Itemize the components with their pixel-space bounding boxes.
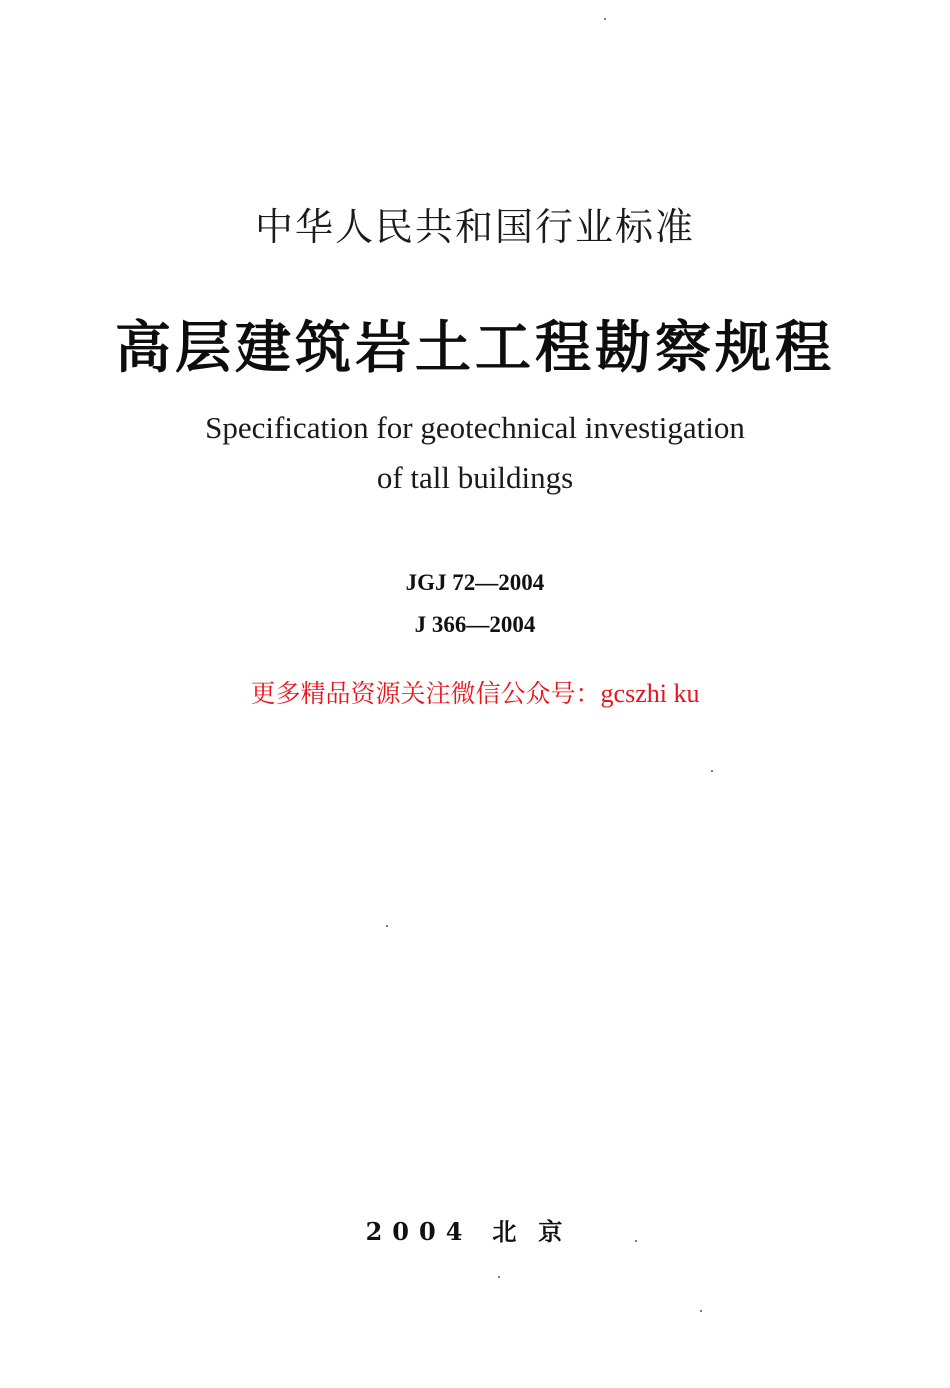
document-title-english-line-2: of tall buildings [376, 460, 574, 495]
document-title-chinese: 高层建筑岩土工程勘察规程 [115, 315, 835, 381]
scan-speck [700, 1310, 702, 1312]
scan-speck [604, 18, 606, 20]
scan-speck [498, 1276, 500, 1278]
scan-speck [635, 1240, 637, 1242]
scan-speck [386, 925, 388, 927]
promo-line [0, 681, 950, 707]
promo-prefix: 更多精品资源关注微信公众号： [250, 679, 601, 708]
promo-account: gcszhi ku [600, 679, 700, 708]
imprint-year: 2004 [365, 1217, 473, 1246]
standard-code-secondary: J 366—2004 [414, 612, 536, 637]
imprint-city: 北京 [492, 1217, 585, 1246]
standard-code-primary: JGJ 72—2004 [405, 570, 545, 595]
imprint [0, 1217, 950, 1246]
standard-type-heading: 中华人民共和国行业标准 [254, 205, 695, 249]
document-title-english-line-1: Specification for geotechnical investigation [205, 410, 745, 445]
scan-speck [711, 770, 713, 772]
